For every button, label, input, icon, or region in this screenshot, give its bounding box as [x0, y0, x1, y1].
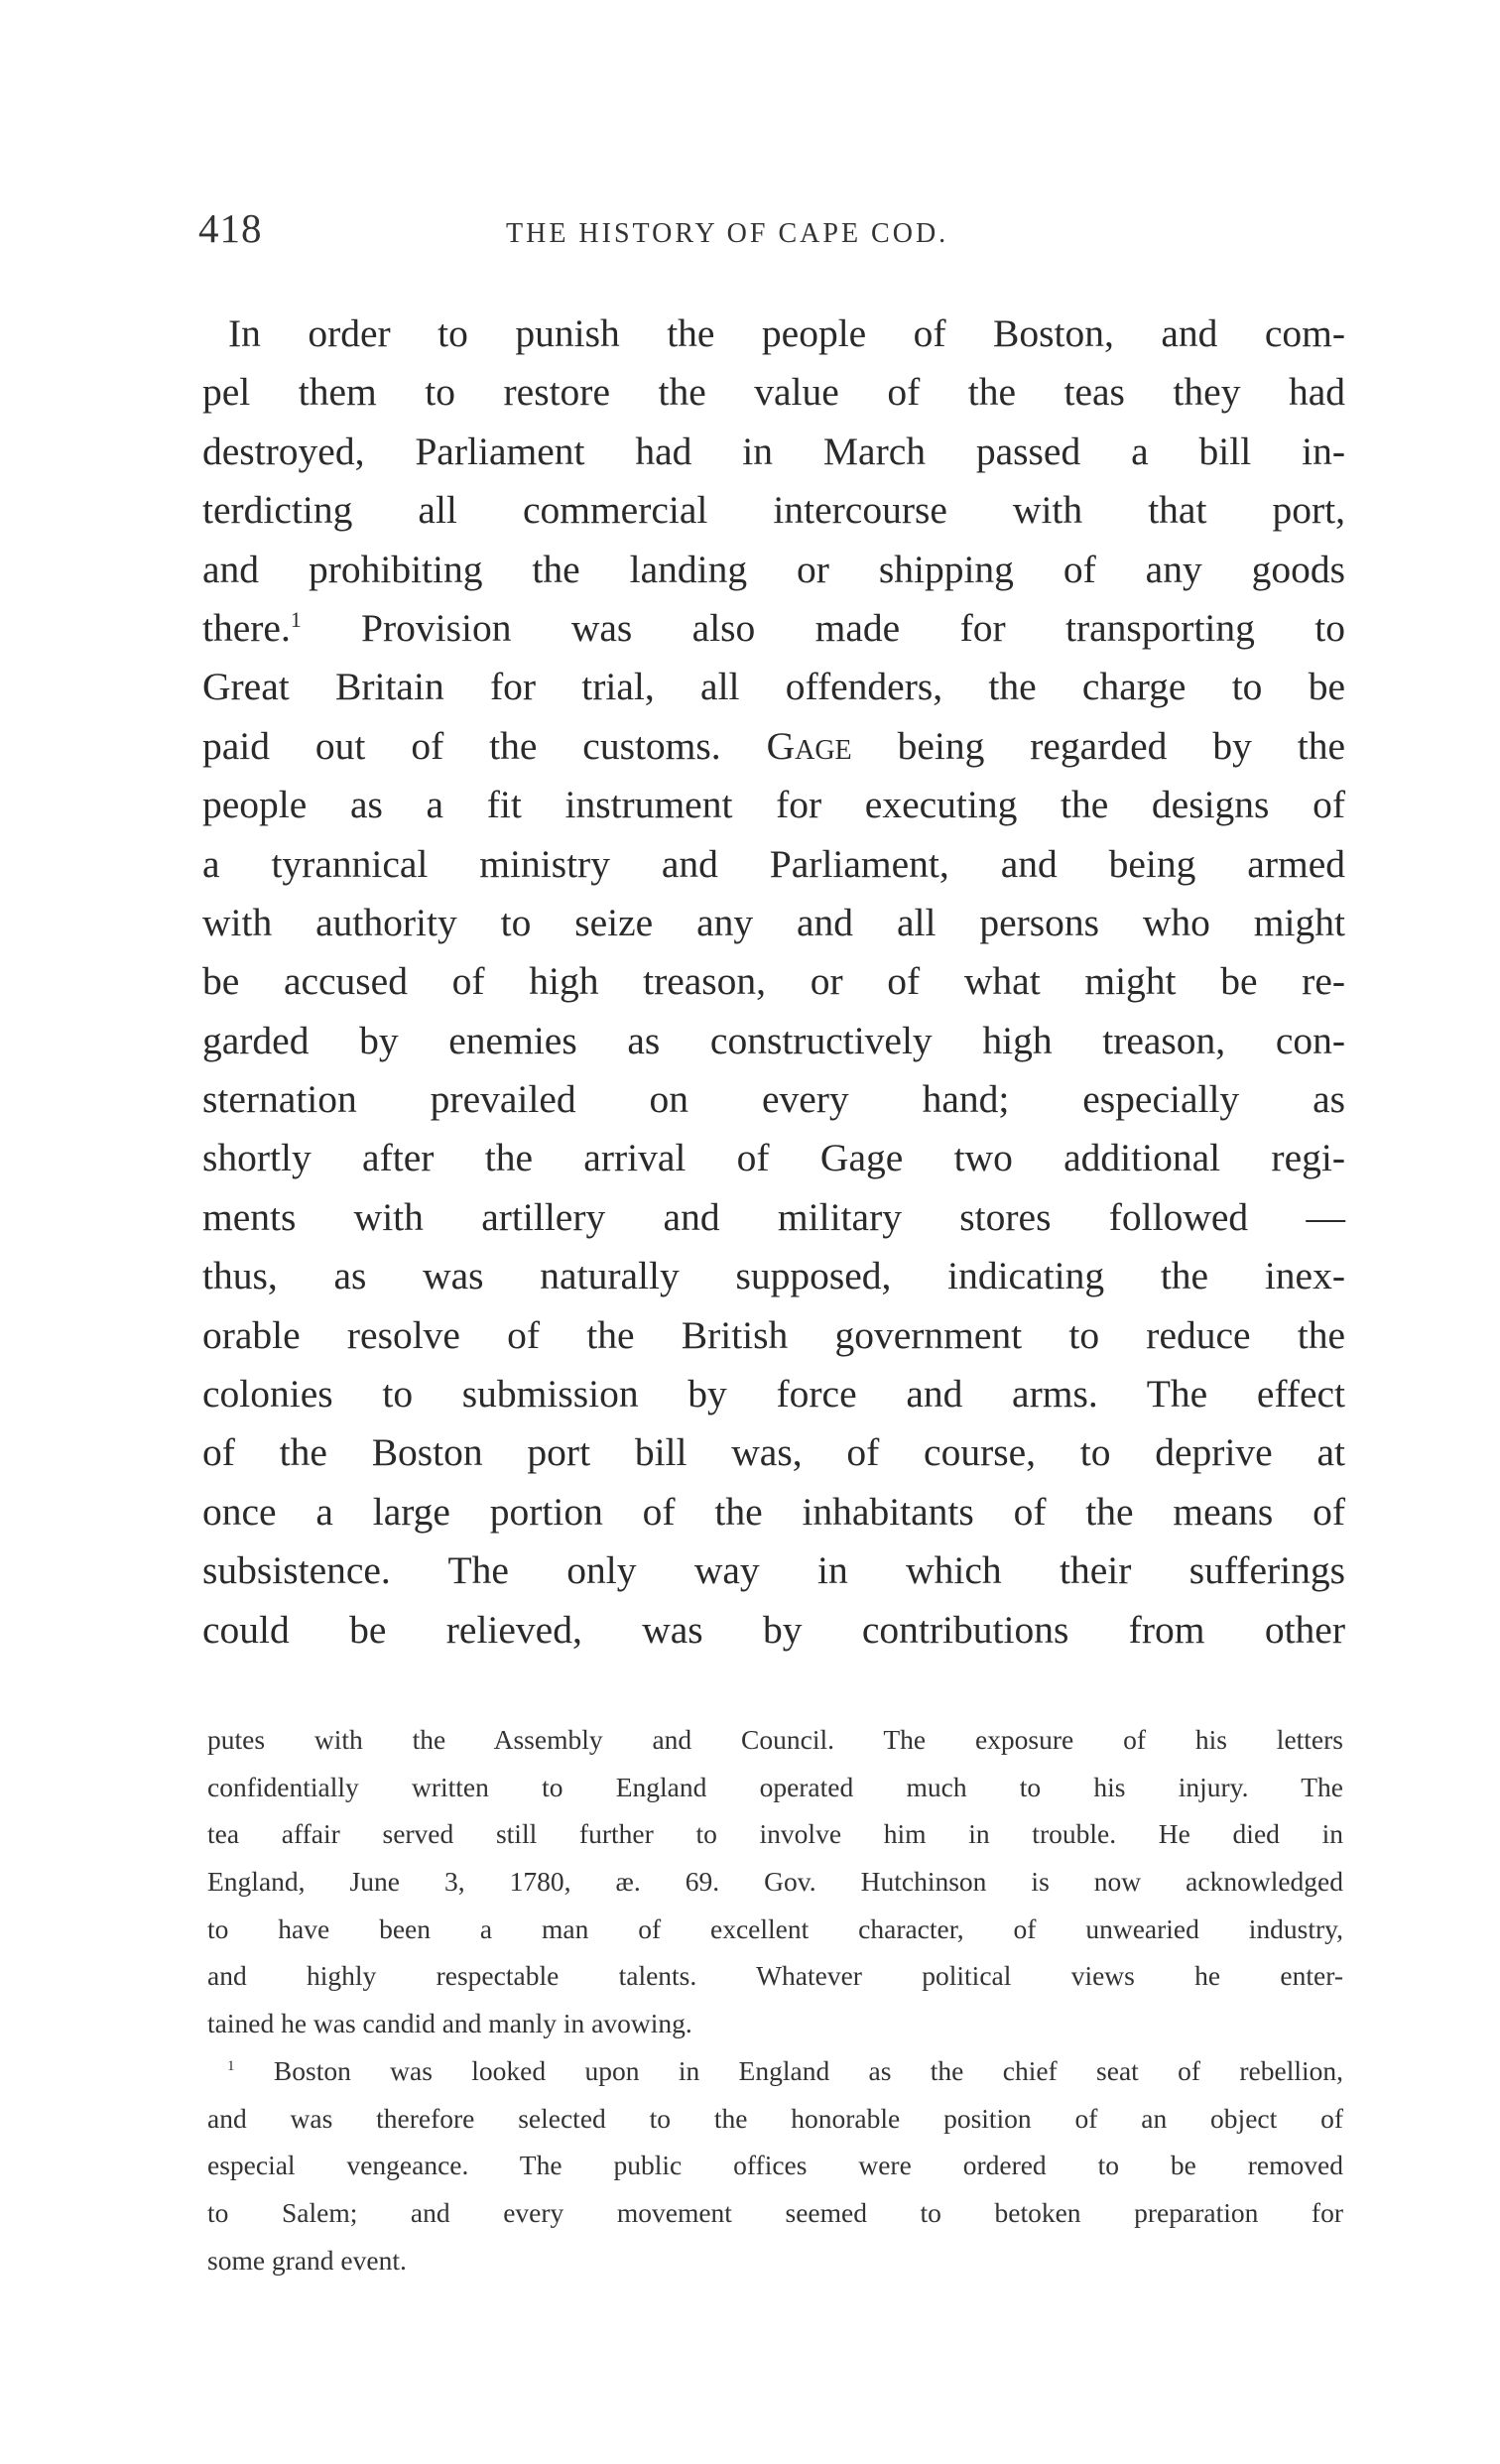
page-number: 418	[198, 205, 263, 251]
footnote-line: to have been a man of excellent character, of unwearied industry,	[207, 1912, 1343, 1944]
text-line: orable resolve of the British government to reduce the	[202, 1312, 1345, 1357]
text-line: colonies to submission by force and arms. The effect	[202, 1372, 1345, 1417]
footnote-reference: 1	[290, 607, 302, 632]
text-line: terdicting all commercial intercourse with that port,	[202, 488, 1345, 533]
text-line: pel them to restore the value of the teas they had	[202, 370, 1345, 415]
footnote-line: England, June 3, 1780, æ. 69. Gov. Hutchinson is now acknowledged	[207, 1866, 1343, 1898]
text-line: a tyrannical ministry and Parliament, and being armed	[202, 841, 1345, 886]
footnote-text: Boston was looked upon in England as the chief seat of rebellion,	[273, 2054, 1343, 2086]
running-head: THE HISTORY OF CAPE COD.	[506, 218, 949, 249]
footnote-line: putes with the Assembly and Council. The exposure of his letters	[207, 1724, 1343, 1755]
text-line: ments with artillery and military stores followed —	[202, 1194, 1345, 1239]
text-line: with authority to seize any and all persons who might	[202, 900, 1345, 944]
text-line: could be relieved, was by contributions from other	[202, 1607, 1345, 1652]
footnote-line: confidentially written to England operated much to his injury. The	[207, 1771, 1343, 1802]
text-segment: Provision was also made for transporting to	[301, 605, 1345, 650]
footnote-line: and highly respectable talents. Whatever political views he enter-	[207, 1960, 1343, 1992]
text-line: shortly after the arrival of Gage two additional regi-	[202, 1136, 1345, 1180]
text-line: destroyed, Parliament had in March passed a bill in-	[202, 429, 1345, 473]
text-line: of the Boston port bill was, of course, to deprive at	[202, 1430, 1345, 1475]
text-segment: paid out of the customs.	[202, 723, 767, 768]
footnote-line	[207, 2047, 1343, 2095]
text-line: sternation prevailed on every hand; especially as	[202, 1077, 1345, 1122]
footnote-line: some grand event.	[207, 2244, 407, 2276]
text-line: people as a fit instrument for executing the designs of	[202, 783, 1345, 827]
text-line	[202, 717, 1345, 776]
text-line	[202, 599, 1345, 658]
text-segment: being regarded by the	[851, 723, 1345, 768]
footnote-line: especial vengeance. The public offices were ordered to be removed	[207, 2150, 1343, 2181]
small-caps-name: Gage	[766, 723, 852, 768]
page-header	[198, 204, 1349, 264]
footnote-line: and was therefore selected to the honorable position of an object of	[207, 2102, 1343, 2134]
text-line: be accused of high treason, or of what might be re-	[202, 959, 1345, 1004]
text-line: subsistence. The only way in which their sufferings	[202, 1548, 1345, 1593]
text-line: In order to punish the people of Boston, and com-	[228, 311, 1345, 355]
text-line: and prohibiting the landing or shipping of any goods	[202, 547, 1345, 591]
footnote-line: tea affair served still further to involve him in trouble. He died in	[207, 1818, 1343, 1850]
footnote-line: to Salem; and every movement seemed to betoken preparation for	[207, 2196, 1343, 2228]
text-line: garded by enemies as constructively high treason, con-	[202, 1018, 1345, 1062]
main-text	[202, 305, 1345, 1660]
text-line: Great Britain for trial, all offenders, the charge to be	[202, 665, 1345, 709]
text-segment: there.	[202, 605, 291, 650]
footnote-line: tained he was candid and manly in avowing.	[207, 2008, 692, 2039]
footnotes	[207, 1716, 1343, 2283]
footnote-marker: 1	[227, 2057, 235, 2074]
text-line: once a large portion of the inhabitants of the means of	[202, 1489, 1345, 1534]
text-line: thus, as was naturally supposed, indicating the inex-	[202, 1254, 1345, 1298]
